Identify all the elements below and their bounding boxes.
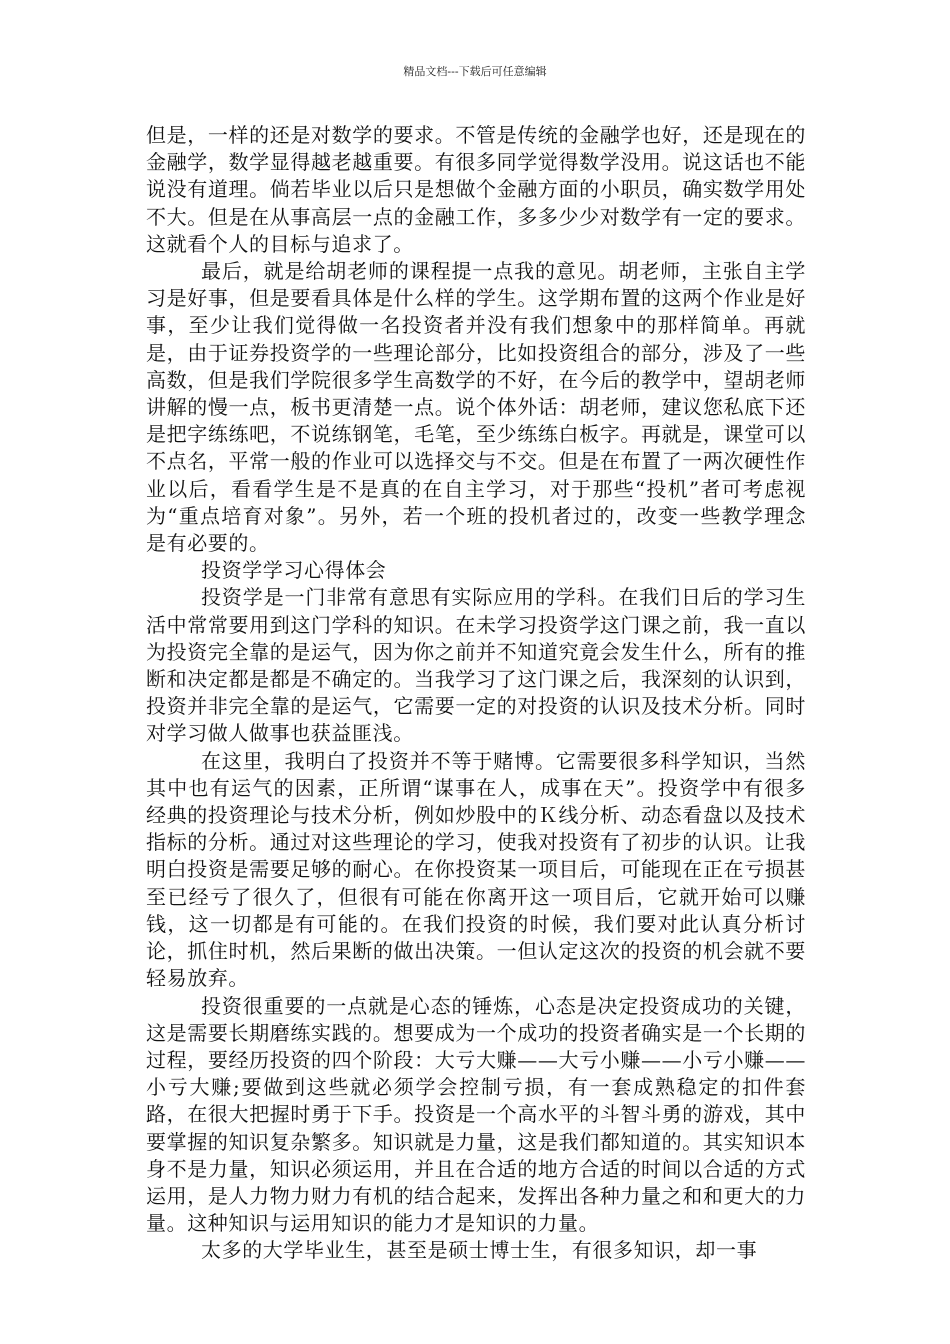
- paragraph-not-gambling: 在这里，我明白了投资并不等于赌博。它需要很多科学知识，当然其中也有运气的因素，正所谓“谋事在人，成事在天”。投资学中有很多经典的投资理论与技术分析，例如炒股中的Ｋ线分析、动态看盘以及技术指标的分析。通过对这些理论的学习，使我对投资有了初步的认识。让我明白投资是需要足够的耐心。在你投资某一项目后，可能现在正在亏损甚至已经亏了很久了，但很有可能在你离开这一项目后，它就开始可以赚钱，这一切都是有可能的。在我们投资的时候，我们要对此认真分析讨论，抓住时机，然后果断的做出决策。一但认定这次的投资的机会就不要轻易放弃。: [146, 748, 806, 991]
- paragraph-course-suggestions: 最后，就是给胡老师的课程提一点我的意见。胡老师，主张自主学习是好事，但是要看具体是什么样的学生。这学期布置的这两个作业是好事，至少让我们觉得做一名投资者并没有我们想象中的那样简单。再就是，由于证券投资学的一些理论部分，比如投资组合的部分，涉及了一些高数，但是我们学院很多学生高数学的不好，在今后的教学中，望胡老师讲解的慢一点，板书更清楚一点。说个体外话：胡老师，建议您私底下还是把字练练吧，不说练钢笔，毛笔，至少练练白板字。再就是，课堂可以不点名，平常一般的作业可以选择交与不交。但是在布置了一两次硬性作业以后，看看学生是不是真的在自主学习，对于那些“投机”者可考虑视为“重点培育对象”。另外，若一个班的投机者过的，改变一些教学理念是有必要的。: [146, 259, 806, 556]
- page-header: 精品文档---下载后可任意编辑: [403, 65, 547, 78]
- paragraph-math-requirement: 但是，一样的还是对数学的要求。不管是传统的金融学也好，还是现在的金融学，数学显得越老越重要。有很多同学觉得数学没用。说这话也不能说没有道理。倘若毕业以后只是想做个金融方面的小职员，确实数学用处不大。但是在从事高层一点的金融工作，多多少少对数学有一定的要求。这就看个人的目标与追求了。: [146, 123, 806, 256]
- paragraph-graduates: 太多的大学毕业生，甚至是硕士博士生，有很多知识，却一事: [201, 1238, 758, 1263]
- paragraph-investment-intro: 投资学是一门非常有意思有实际应用的学科。在我们日后的学习生活中常常要用到这门学科的知识。在未学习投资学这门课之前，我一直以为投资完全靠的是运气，因为你之前并不知道究竟会发生什么，所有的推断和决定都是都是不确定的。当我学习了这门课之后，我深刻的认识到，投资并非完全靠的是运气，它需要一定的对投资的认识及技术分析。同时对学习做人做事也获益匪浅。: [146, 585, 806, 746]
- section-title: 投资学学习心得体会: [201, 558, 387, 583]
- paragraph-mindset: 投资很重要的一点就是心态的锤炼，心态是决定投资成功的关键，这是需要长期磨练实践的。想要成为一个成功的投资者确实是一个长期的过程，要经历投资的四个阶段：大亏大赚——大亏小赚——小亏小赚——小亏大赚;要做到这些就必须学会控制亏损，有一套成熟稳定的扣件套路，在很大把握时勇于下手。投资是一个高水平的斗智斗勇的游戏，其中要掌握的知识复杂繁多。知识就是力量，这是我们都知道的。其实知识本身不是力量，知识必须运用，并且在合适的地方合适的时间以合适的方式运用，是人力物力财力有机的结合起来，发挥出各种力量之和和更大的力量。这种知识与运用知识的能力才是知识的力量。: [146, 993, 806, 1236]
- document-body: [146, 122, 806, 1265]
